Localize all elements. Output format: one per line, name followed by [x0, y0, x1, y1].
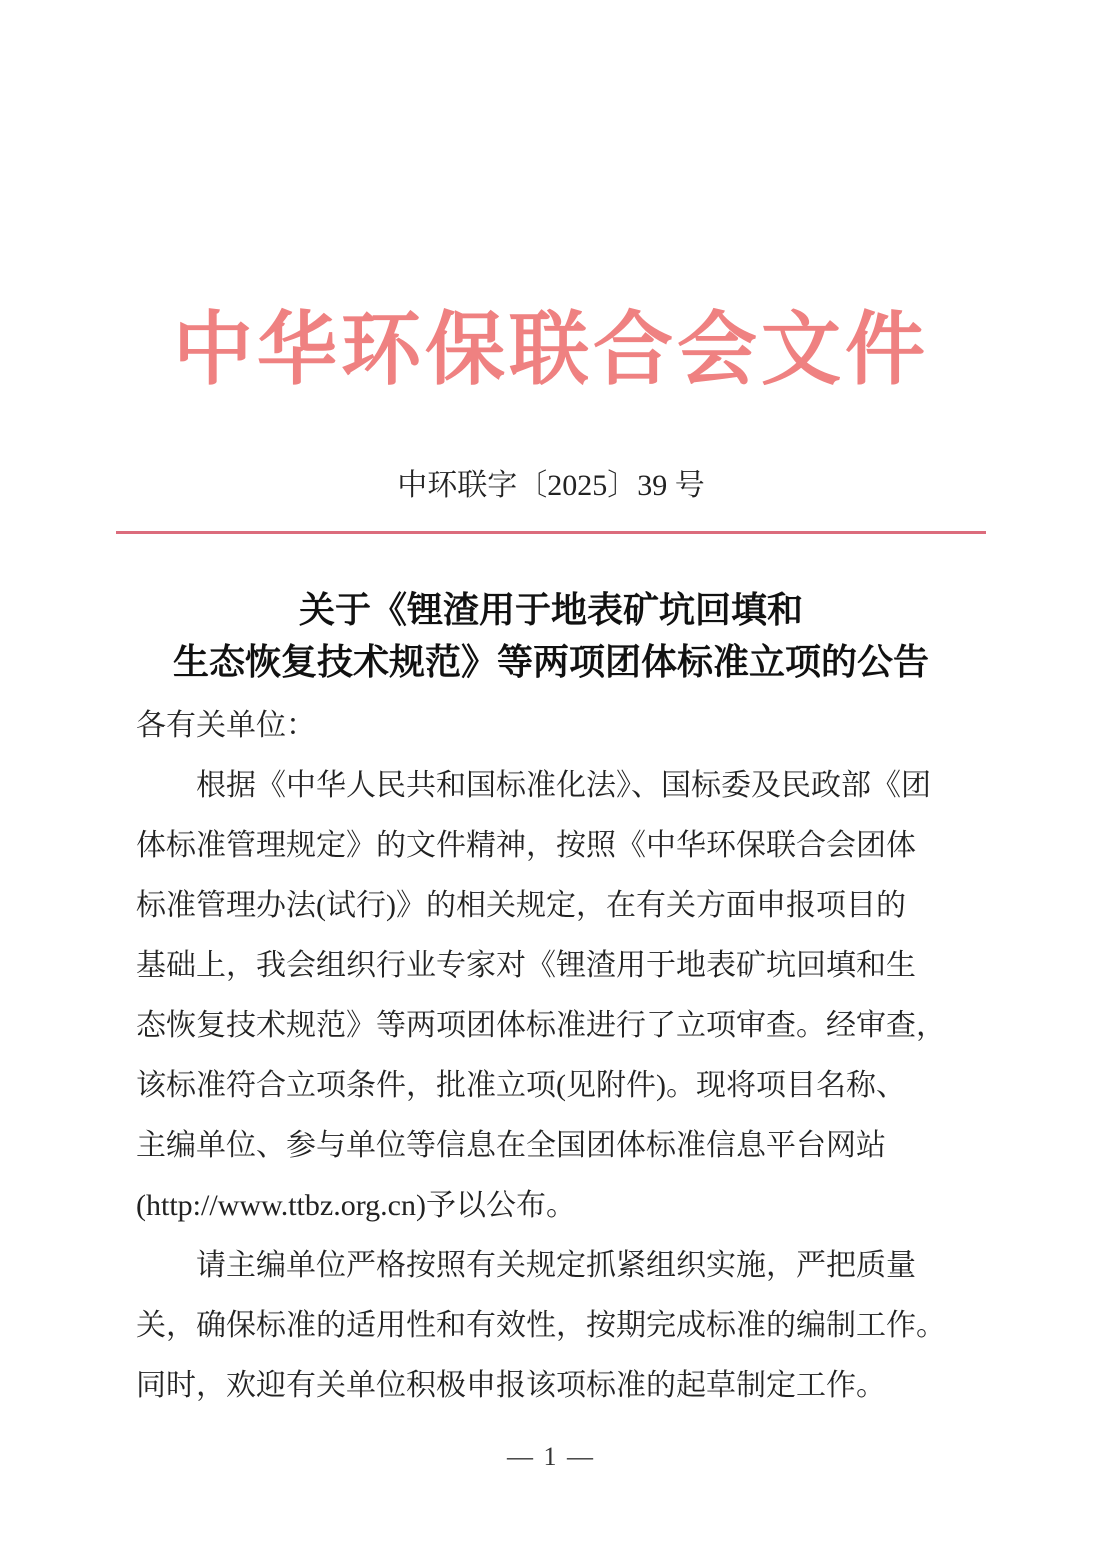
document-number: 中环联字〔2025〕39 号 — [397, 469, 705, 502]
body-line: 关，确保标准的适用性和有效性，按期完成标准的编制工作。 — [136, 1309, 946, 1342]
body-line: 主编单位、参与单位等信息在全国团体标准信息平台网站 — [136, 1129, 886, 1162]
salutation: 各有关单位： — [136, 709, 316, 742]
body-line: 该标准符合立项条件，批准立项(见附件)。现将项目名称、 — [136, 1069, 906, 1102]
agency-banner-title: 中华环保联合会文件 — [173, 307, 929, 395]
body-line: 请主编单位严格按照有关规定抓紧组织实施，严把质量 — [196, 1249, 916, 1282]
document-title — [0, 584, 1102, 688]
red-divider-line — [116, 531, 986, 534]
body-line: (http://www.ttbz.org.cn)予以公布。 — [136, 1189, 576, 1222]
body-line: 标准管理办法(试行)》的相关规定，在有关方面申报项目的 — [136, 889, 906, 922]
body-line: 态恢复技术规范》等两项团体标准进行了立项审查。经审查， — [136, 1009, 946, 1042]
body-line: 根据《中华人民共和国标准化法》、国标委及民政部《团 — [196, 769, 931, 802]
body-line: 基础上，我会组织行业专家对《锂渣用于地表矿坑回填和生 — [136, 949, 916, 982]
body-line: 体标准管理规定》的文件精神，按照《中华环保联合会团体 — [136, 829, 916, 862]
body-line: 同时，欢迎有关单位积极申报该项标准的起草制定工作。 — [136, 1369, 886, 1402]
page-number: — 1 — — [507, 1442, 595, 1471]
document-title-line-1: 关于《锂渣用于地表矿坑回填和 — [298, 590, 803, 630]
document-body — [136, 696, 966, 1416]
document-title-line-2: 生态恢复技术规范》等两项团体标准立项的公告 — [172, 642, 929, 682]
